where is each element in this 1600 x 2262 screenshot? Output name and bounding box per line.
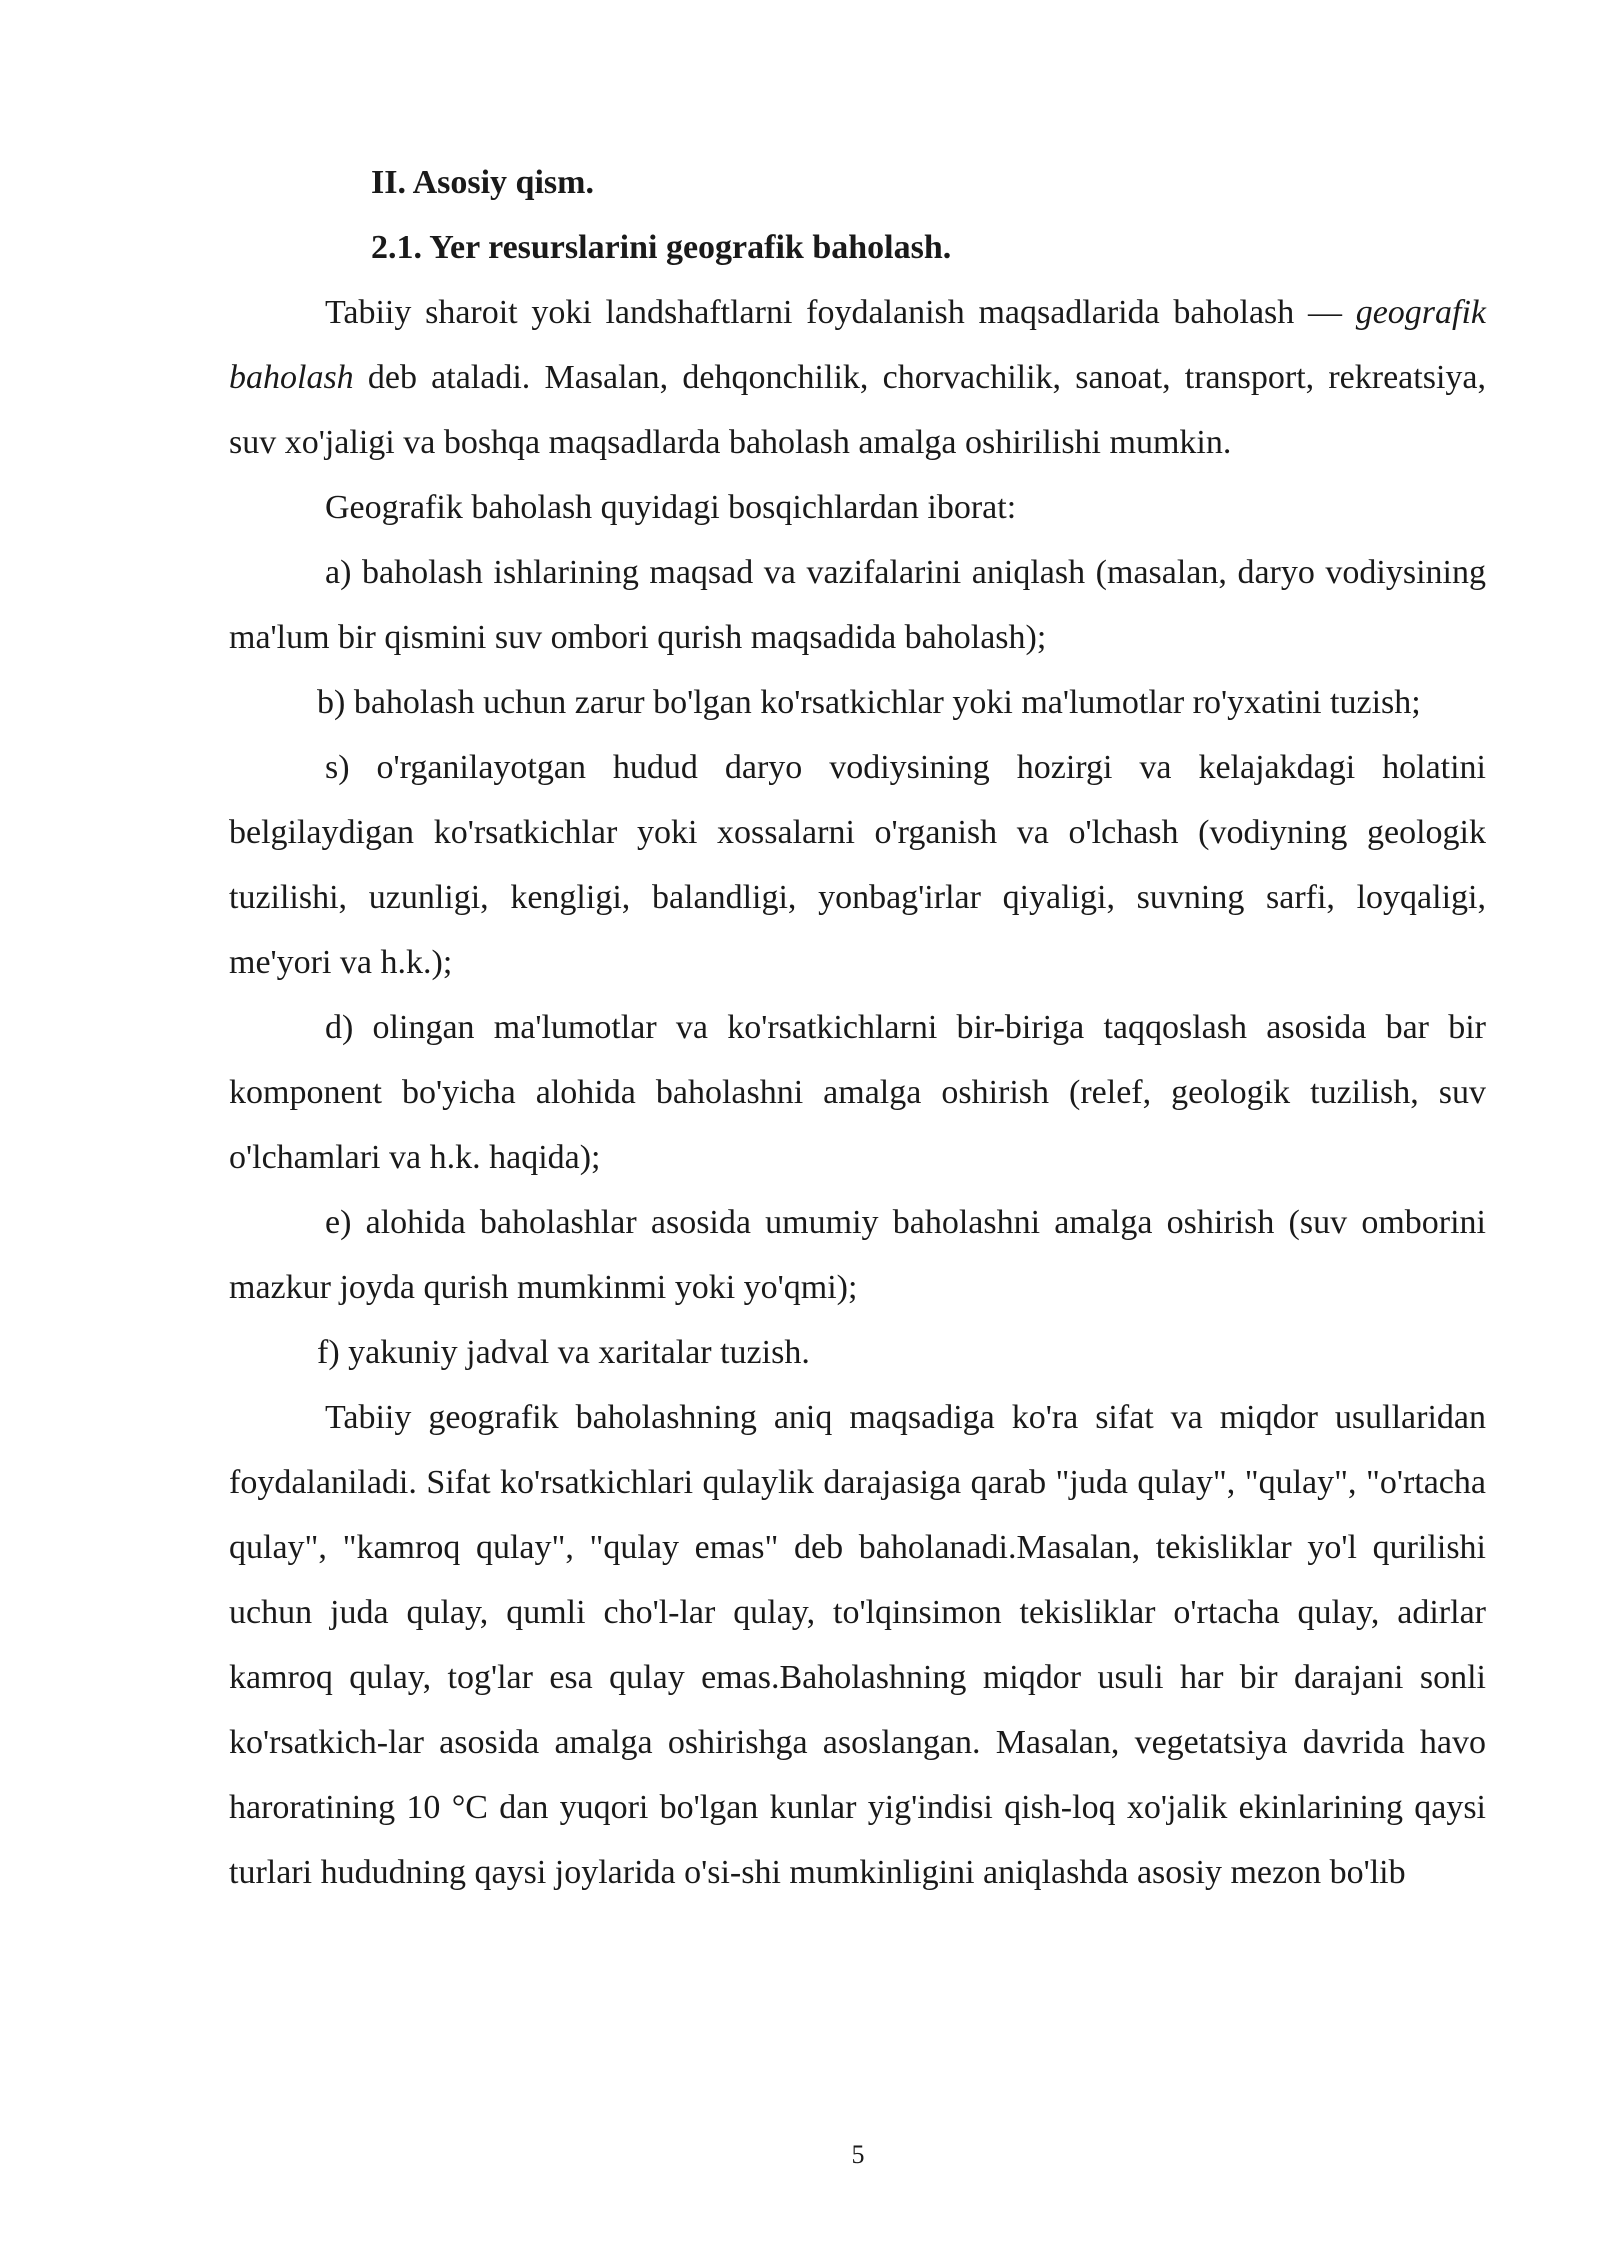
stage-item-s: s) o'rganilayotgan hudud daryo vodiysining hozirgi va kelajakdagi holatini belgilaydigan ko'rsatkichlar yoki xossalarni o'rganish va o'lchash (vodiyning geologik tuzilishi, uzunligi, kengligi, balandligi, yonbag'irlar qiyaligi, suvning sarfi, loyqaligi, me'yori va h.k.); bbox=[229, 749, 1486, 981]
intro-text-end: deb ataladi. Masalan, dehqonchilik, chorvachilik, sanoat, transport, rekreatsiya, suv xo'jaligi va boshqa maqsadlarda baholash amalga oshirilishi mumkin. bbox=[229, 359, 1486, 461]
subsection-heading: 2.1. Yer resurslarini geografik baholash. bbox=[371, 229, 952, 266]
stage-item-b: b) baholash uchun zarur bo'lgan ko'rsatkichlar yoki ma'lumotlar ro'yxatini tuzish; bbox=[317, 684, 1421, 721]
closing-paragraph: Tabiiy geografik baholashning aniq maqsadiga ko'ra sifat va miqdor usullaridan foydalaniladi. Sifat ko'rsatkichlari qulaylik darajasiga qarab "juda qulay", "qulay", "o'rtacha qulay", "kamroq qulay", "qulay emas" deb baholanadi.Masalan, tekisliklar yo'l qurilishi uchun juda qulay, qumli cho'l-lar qulay, to'lqinsimon tekisliklar o'rtacha qulay, adirlar kamroq qulay, tog'lar esa qulay emas.Baholashning miqdor usuli har bir darajani sonli ko'rsatkich-lar asosida amalga oshirishga asoslangan. Masalan, vegetatsiya davrida havo haroratining 10 °C dan yuqori bo'lgan kunlar yig'indisi qish-loq xo'jalik ekinlarining qaysi turlari hududning qaysi joylarida o'si-shi mumkinligini aniqlashda asosiy mezon bo'lib bbox=[229, 1399, 1486, 1891]
intro-italic-term: geografik baholash bbox=[229, 294, 1486, 396]
stage-item-f: f) yakuniy jadval va xaritalar tuzish. bbox=[317, 1334, 810, 1371]
page-body bbox=[229, 150, 1486, 1905]
intro-text-start: Tabiiy sharoit yoki landshaftlarni foydalanish maqsadlarida baholash — bbox=[325, 294, 1356, 331]
intro-paragraph bbox=[229, 280, 1486, 475]
stage-item-a: a) baholash ishlarining maqsad va vazifalarini aniqlash (masalan, daryo vodiysining ma'lum bir qismini suv ombori qurish maqsadida baholash); bbox=[229, 554, 1486, 656]
stage-item-d: d) olingan ma'lumotlar va ko'rsatkichlarni bir-biriga taqqoslash asosida bar bir komponent bo'yicha alohida baholashni amalga oshirish (relef, geologik tuzilish, suv o'lchamlari va h.k. haqida); bbox=[229, 1009, 1486, 1176]
page-number: 5 bbox=[851, 2140, 865, 2169]
section-heading: II. Asosiy qism. bbox=[371, 164, 594, 201]
stage-item-e: e) alohida baholashlar asosida umumiy baholashni amalga oshirish (suv omborini mazkur joyda qurish mumkinmi yoki yo'qmi); bbox=[229, 1204, 1486, 1306]
stages-intro-paragraph: Geografik baholash quyidagi bosqichlardan iborat: bbox=[325, 489, 1017, 526]
